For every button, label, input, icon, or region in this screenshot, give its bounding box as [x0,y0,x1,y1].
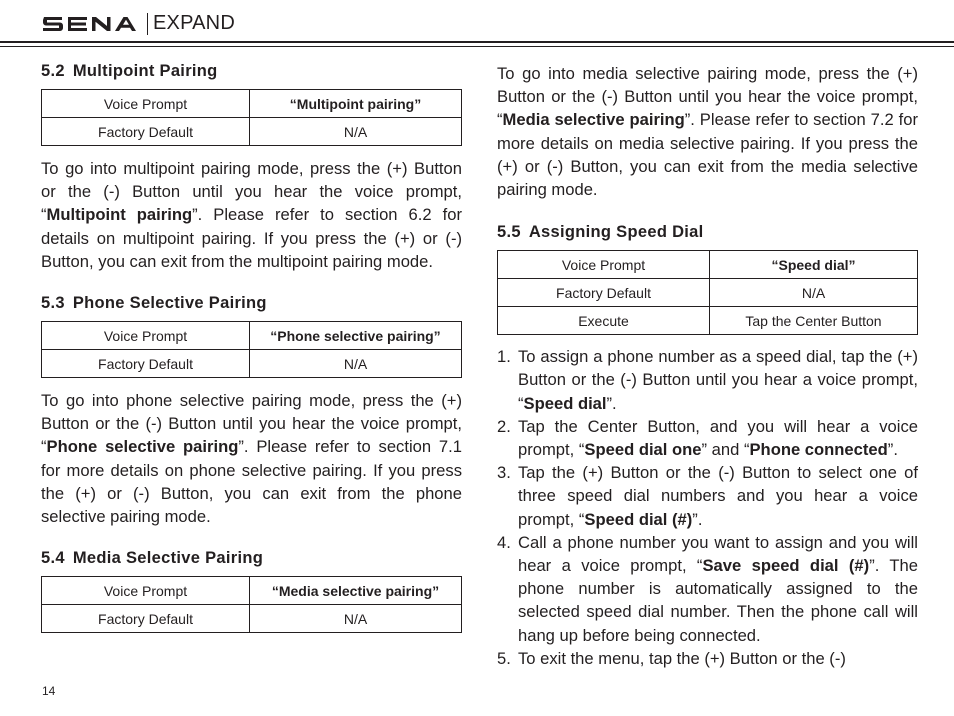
table-key: Voice Prompt [42,322,250,350]
table-row [42,322,462,350]
table-value: “Speed dial” [710,251,918,279]
section-5-4 [41,549,462,633]
body-paragraph: To go into phone selective pairing mode, press the (+) Button or the (-) Button until you hear the voice prompt, “Phone selective pairing”. Please refer to section 7.1 for more details on phone selective pairing. If you press the (+) or (-) Button, you can exit from the phone selective pairing mode. [41,391,462,527]
table-row [498,251,918,279]
table-row [498,307,918,335]
list-item: 2. Tap the Center Button, and you will hear a voice prompt, “Speed dial one” and “Phone connected”. [497,416,918,460]
section-5-2 [41,62,462,273]
table-value: Tap the Center Button [710,307,918,335]
table-value: N/A [710,279,918,307]
settings-table [41,89,462,146]
header-rule-thick [0,41,954,43]
list-item: 3. Tap the (+) Button or the (-) Button to select one of three speed dial numbers and you hear a voice prompt, “Speed dial (#)”. [497,463,918,529]
page-number: 14 [42,684,56,698]
settings-table [41,321,462,378]
sena-logo [42,14,140,34]
table-value: “Phone selective pairing” [250,322,462,350]
section-heading: 5.5 Assigning Speed Dial [497,223,704,242]
product-name: EXPAND [153,12,235,34]
table-value: N/A [250,350,462,378]
table-row [42,577,462,605]
table-key: Voice Prompt [498,251,710,279]
body-paragraph: To go into multipoint pairing mode, press the (+) Button or the (-) Button until you hear the voice prompt, “Multipoint pairing”. Please refer to section 6.2 for details on multipoint pairing. If you press the (+) or (-) Button, you can exit from the multipoint pairing mode. [41,159,462,271]
table-value: N/A [250,605,462,633]
settings-table [41,576,462,633]
table-key: Factory Default [42,605,250,633]
body-paragraph: To go into media selective pairing mode, press the (+) Button or the (-) Button until you hear the voice prompt, “Media selective pairing”. Please refer to section 7.2 for more details on media selective pairing. If you press the (+) or (-) Button, you can exit from the media selective pairing mode. [497,64,918,200]
brand-separator [147,13,148,35]
speed-dial-steps [497,345,918,670]
table-key: Voice Prompt [42,577,250,605]
page-header [0,0,954,48]
table-key: Factory Default [42,350,250,378]
list-item: 1. To assign a phone number as a speed dial, tap the (+) Button or the (-) Button until you hear a voice prompt, “Speed dial”. [497,347,918,413]
table-row [42,350,462,378]
table-row [42,605,462,633]
table-key: Factory Default [42,118,250,146]
section-5-5 [497,223,918,670]
list-item: 4. Call a phone number you want to assign and you will hear a voice prompt, “Save speed dial (#)”. The phone number is automatically assigned to the selected speed dial number. Then the phone call will hang up before being connected. [497,532,918,645]
table-key: Voice Prompt [42,90,250,118]
section-heading: 5.3 Phone Selective Pairing [41,294,267,313]
settings-table [497,250,918,335]
table-value: “Multipoint pairing” [250,90,462,118]
table-row [498,279,918,307]
table-key: Factory Default [498,279,710,307]
list-item: 5. To exit the menu, tap the (+) Button or the (-) [497,648,846,668]
section-heading: 5.4 Media Selective Pairing [41,549,264,568]
section-5-3 [41,294,462,528]
table-key: Execute [498,307,710,335]
header-rule-thin [0,46,954,47]
right-column [497,62,918,670]
section-heading: 5.2 Multipoint Pairing [41,62,218,80]
table-value: N/A [250,118,462,146]
table-value: “Media selective pairing” [250,577,462,605]
left-column [41,62,462,633]
table-row [42,118,462,146]
table-row [42,90,462,118]
